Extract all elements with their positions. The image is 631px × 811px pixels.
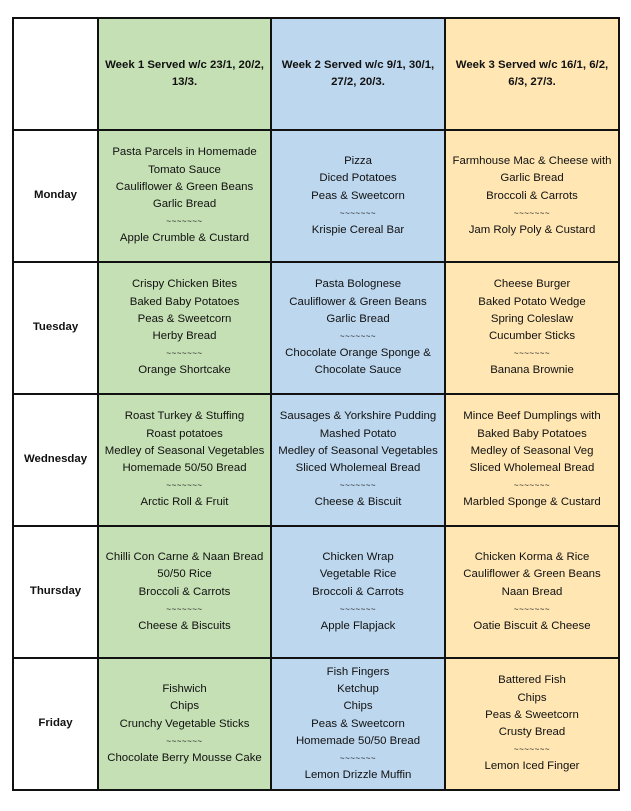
day-label-wednesday: Wednesday	[13, 394, 98, 526]
main-dish-item: Mince Beef Dumplings with	[463, 410, 601, 423]
menu-cell-friday-week-3	[445, 658, 619, 790]
main-dish-item: Broccoli & Carrots	[486, 189, 578, 202]
main-dish-item: Naan Bread	[501, 585, 563, 598]
main-dish-item: Pizza	[344, 155, 372, 168]
course-separator: ~~~~~~~	[339, 208, 377, 218]
main-dish-item: Crunchy Vegetable Sticks	[119, 717, 250, 730]
dessert-item: Lemon Drizzle Muffin	[304, 768, 412, 781]
school-menu-table	[12, 17, 620, 791]
menu-cell-wednesday-week-2	[271, 394, 445, 526]
dessert-item: Krispie Cereal Bar	[311, 223, 405, 236]
course-separator: ~~~~~~~	[513, 349, 551, 359]
course-separator: ~~~~~~~	[513, 604, 551, 614]
menu-cell-thursday-week-3	[445, 526, 619, 658]
main-dish-item: Homemade 50/50 Bread	[295, 734, 421, 747]
day-label-friday: Friday	[13, 658, 98, 790]
dessert-item: Apple Crumble & Custard	[119, 232, 250, 245]
dessert-item: Cheese & Biscuit	[314, 496, 402, 509]
week-1-header: Week 1 Served w/c 23/1, 20/2, 13/3.	[98, 18, 271, 130]
menu-cell-monday-week-1	[98, 130, 271, 262]
main-dish-item: Medley of Seasonal Veg	[470, 444, 594, 457]
main-dish-item: Cheese Burger	[493, 278, 571, 291]
main-dish-item: Tomato Sauce	[148, 163, 221, 176]
main-dish-item: Sliced Wholemeal Bread	[469, 462, 595, 475]
dessert-item: Apple Flapjack	[320, 619, 396, 632]
day-label-thursday: Thursday	[13, 526, 98, 658]
main-dish-item: Garlic Bread	[500, 172, 564, 185]
dessert-item: Banana Brownie	[490, 364, 574, 377]
day-row-friday	[13, 658, 619, 790]
main-dish-item: Peas & Sweetcorn	[485, 708, 579, 721]
main-dish-item: Broccoli & Carrots	[312, 585, 404, 598]
main-dish-item: Pasta Parcels in Homemade	[112, 146, 257, 159]
main-dish-item: Chips	[517, 691, 547, 704]
main-dish-item: Cauliflower & Green Beans	[463, 568, 601, 581]
course-separator: ~~~~~~~	[166, 349, 203, 359]
main-dish-item: Sliced Wholemeal Bread	[295, 462, 421, 475]
menu-cell-wednesday-week-3	[445, 394, 619, 526]
main-dish-item: Peas & Sweetcorn	[311, 717, 405, 730]
main-dish-item: Battered Fish	[498, 674, 566, 687]
menu-cell-monday-week-2	[271, 130, 445, 262]
course-separator: ~~~~~~~	[339, 332, 377, 342]
dessert-item: Jam Roly Poly & Custard	[468, 223, 596, 236]
menu-days	[13, 130, 619, 790]
course-separator: ~~~~~~~	[166, 604, 203, 614]
menu-cell-tuesday-week-1	[98, 262, 271, 394]
dessert-item: Arctic Roll & Fruit	[140, 496, 229, 509]
main-dish-item: Pasta Bolognese	[314, 278, 402, 291]
menu-cell-tuesday-week-2	[271, 262, 445, 394]
dessert-item: Lemon Iced Finger	[484, 760, 580, 773]
course-separator: ~~~~~~~	[339, 604, 377, 614]
course-separator: ~~~~~~~	[166, 217, 203, 227]
main-dish-item: Chicken Wrap	[322, 551, 394, 564]
main-dish-item: Vegetable Rice	[319, 568, 397, 581]
main-dish-item: Medley of Seasonal Vegetables	[278, 444, 438, 457]
dessert-item: Oatie Biscuit & Cheese	[473, 619, 591, 632]
course-separator: ~~~~~~~	[166, 736, 203, 746]
menu-cell-friday-week-1	[98, 658, 271, 790]
course-separator: ~~~~~~~	[339, 481, 377, 491]
main-dish-item: Roast Turkey & Stuffing	[124, 410, 245, 423]
main-dish-item: Farmhouse Mac & Cheese with	[452, 155, 612, 168]
course-separator: ~~~~~~~	[513, 208, 551, 218]
week-2-header: Week 2 Served w/c 9/1, 30/1, 27/2, 20/3.	[271, 18, 445, 130]
dessert-item: Marbled Sponge & Custard	[463, 496, 601, 509]
main-dish-item: Cucumber Sticks	[488, 330, 576, 343]
course-separator: ~~~~~~~	[513, 745, 551, 755]
menu-cell-monday-week-3	[445, 130, 619, 262]
day-row-monday	[13, 130, 619, 262]
main-dish-item: Crusty Bread	[498, 726, 566, 739]
day-row-tuesday	[13, 262, 619, 394]
dessert-item: Chocolate Berry Mousse Cake	[107, 751, 262, 764]
main-dish-item: Homemade 50/50 Bread	[122, 462, 247, 475]
week-header-row	[13, 18, 619, 130]
day-row-wednesday	[13, 394, 619, 526]
main-dish-item: Chips	[169, 700, 200, 713]
week-3-header: Week 3 Served w/c 16/1, 6/2, 6/3, 27/3.	[445, 18, 619, 130]
main-dish-item: Broccoli & Carrots	[138, 585, 231, 598]
main-dish-item: Medley of Seasonal Vegetables	[104, 444, 265, 457]
main-dish-item: Garlic Bread	[152, 198, 217, 211]
menu-cell-tuesday-week-3	[445, 262, 619, 394]
course-separator: ~~~~~~~	[513, 481, 551, 491]
main-dish-item: Mashed Potato	[319, 427, 397, 440]
main-dish-item: Herby Bread	[152, 330, 217, 343]
main-dish-item: Cauliflower & Green Beans	[289, 295, 427, 308]
main-dish-item: Fish Fingers	[326, 665, 390, 678]
course-separator: ~~~~~~~	[339, 753, 377, 763]
main-dish-item: Peas & Sweetcorn	[311, 189, 405, 202]
main-dish-item: Roast potatoes	[146, 427, 223, 440]
main-dish-item: Sausages & Yorkshire Pudding	[279, 410, 437, 423]
main-dish-item: Peas & Sweetcorn	[137, 312, 232, 325]
main-dish-item: Diced Potatoes	[319, 172, 397, 185]
menu-cell-wednesday-week-1	[98, 394, 271, 526]
main-dish-item: Chilli Con Carne & Naan Bread	[105, 551, 264, 564]
main-dish-item: Chips	[343, 700, 373, 713]
main-dish-item: Chicken Korma & Rice	[474, 551, 590, 564]
dessert-item: Orange Shortcake	[138, 364, 231, 377]
course-separator: ~~~~~~~	[166, 481, 203, 491]
main-dish-item: 50/50 Rice	[157, 568, 212, 581]
day-row-thursday	[13, 526, 619, 658]
main-dish-item: Crispy Chicken Bites	[131, 278, 238, 291]
main-dish-item: Garlic Bread	[326, 312, 390, 325]
main-dish-item: Ketchup	[337, 683, 379, 696]
day-label-tuesday: Tuesday	[13, 262, 98, 394]
dessert-item: Cheese & Biscuits	[138, 619, 231, 632]
menu-cell-thursday-week-2	[271, 526, 445, 658]
main-dish-item: Baked Baby Potatoes	[129, 295, 240, 308]
main-dish-item: Spring Coleslaw	[490, 312, 574, 325]
empty-corner-cell	[13, 18, 98, 130]
main-dish-item: Fishwich	[162, 683, 207, 696]
main-dish-item: Baked Potato Wedge	[478, 295, 586, 308]
main-dish-item: Cauliflower & Green Beans	[115, 180, 254, 193]
dessert-item: Chocolate Orange Sponge & Chocolate Sauce	[285, 347, 431, 377]
menu-cell-thursday-week-1	[98, 526, 271, 658]
menu-cell-friday-week-2	[271, 658, 445, 790]
main-dish-item: Baked Baby Potatoes	[477, 427, 587, 440]
day-label-monday: Monday	[13, 130, 98, 262]
